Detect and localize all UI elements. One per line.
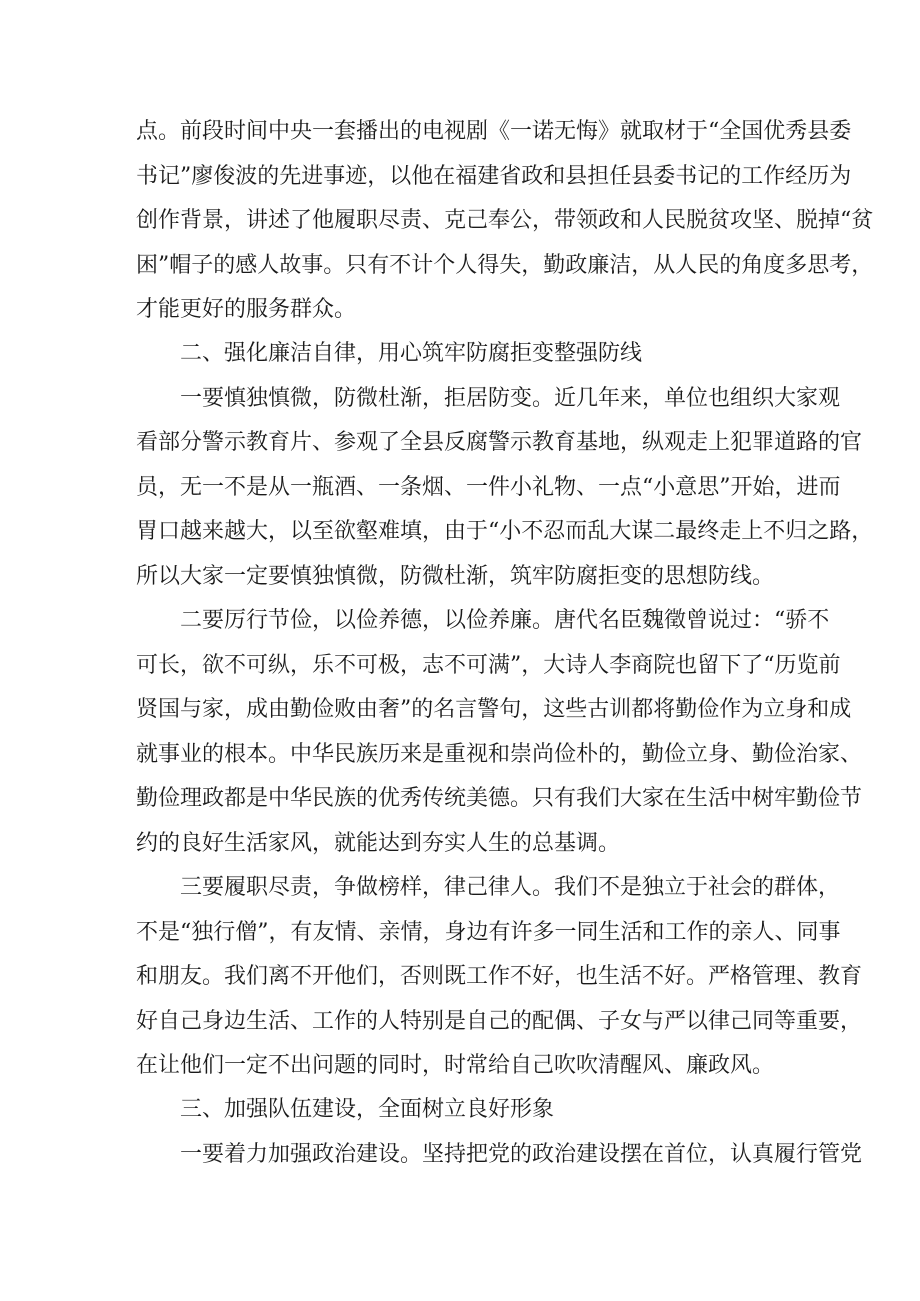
paragraph-line: 可长，欲不可纵，乐不可极，志不可满”，大诗人李商院也留下了“历览前 [136,653,841,678]
paragraph-line: 三要履职尽责，争做榜样，律己律人。我们不是独立于社会的群体， [180,875,841,900]
paragraph-line: 胃口越来越大，以至欲壑难填，由于“小不忍而乱大谋二最终走上不归之路， [136,519,874,544]
section-heading: 二、强化廉洁自律，用心筑牢防腐拒变整强防线 [180,341,643,366]
paragraph-line: 不是“独行僧”，有友情、亲情，身边有许多一同生活和工作的亲人、同事 [136,920,841,945]
paragraph-line: 所以大家一定要慎独慎微，防微杜渐，筑牢防腐拒变的思想防线。 [136,564,775,589]
paragraph-line: 贤国与家，成由勤俭败由奢”的名言警句，这些古训都将勤俭作为立身和成 [136,697,852,722]
paragraph-line: 好自己身边生活、工作的人特别是自己的配偶、子女与严以律己同等重要， [136,1009,863,1034]
paragraph-line: 才能更好的服务群众。 [136,297,357,322]
paragraph-line: 书记”廖俊波的先进事迹，以他在福建省政和县担任县委书记的工作经历为 [136,164,852,189]
section-heading: 三、加强队伍建设，全面树立良好形象 [180,1097,555,1122]
paragraph-line: 创作背景，讲述了他履职尽责、克己奉公，带领政和人民脱贫攻坚、脱掉“贫 [136,208,874,233]
paragraph-line: 点。前段时间中央一套播出的电视剧《一诺无悔》就取材于“全国优秀县委 [136,119,852,144]
paragraph-line: 一要慎独慎微，防微杜渐，拒居防变。近几年来，单位也组织大家观 [180,386,841,411]
paragraph-line: 勤俭理政都是中华民族的优秀传统美德。只有我们大家在生活中树牢勤俭节 [136,786,863,811]
paragraph-line: 员，无一不是从一瓶酒、一条烟、一件小礼物、一点“小意思”开始，进而 [136,475,841,500]
paragraph-line: 困”帽子的感人故事。只有不计个人得失，勤政廉洁，从人民的角度多思考， [136,253,874,278]
paragraph-line: 二要厉行节俭，以俭养德，以俭养廉。唐代名臣魏徵曾说过：“骄不 [180,608,830,633]
paragraph-line: 一要着力加强政治建设。坚持把党的政治建设摆在首位，认真履行管党 [180,1142,863,1167]
paragraph-line: 看部分警示教育片、参观了全县反腐警示教育基地，纵观走上犯罪道路的官 [136,430,863,455]
paragraph-line: 就事业的根本。中华民族历来是重视和崇尚俭朴的，勤俭立身、勤俭治家、 [136,742,863,767]
paragraph-line: 在让他们一定不出问题的同时，时常给自己吹吹清醒风、廉政风。 [136,1053,775,1078]
paragraph-line: 约的良好生活家风，就能达到夯实人生的总基调。 [136,831,621,856]
paragraph-line: 和朋友。我们离不开他们，否则既工作不好，也生活不好。严格管理、教育 [136,964,863,989]
